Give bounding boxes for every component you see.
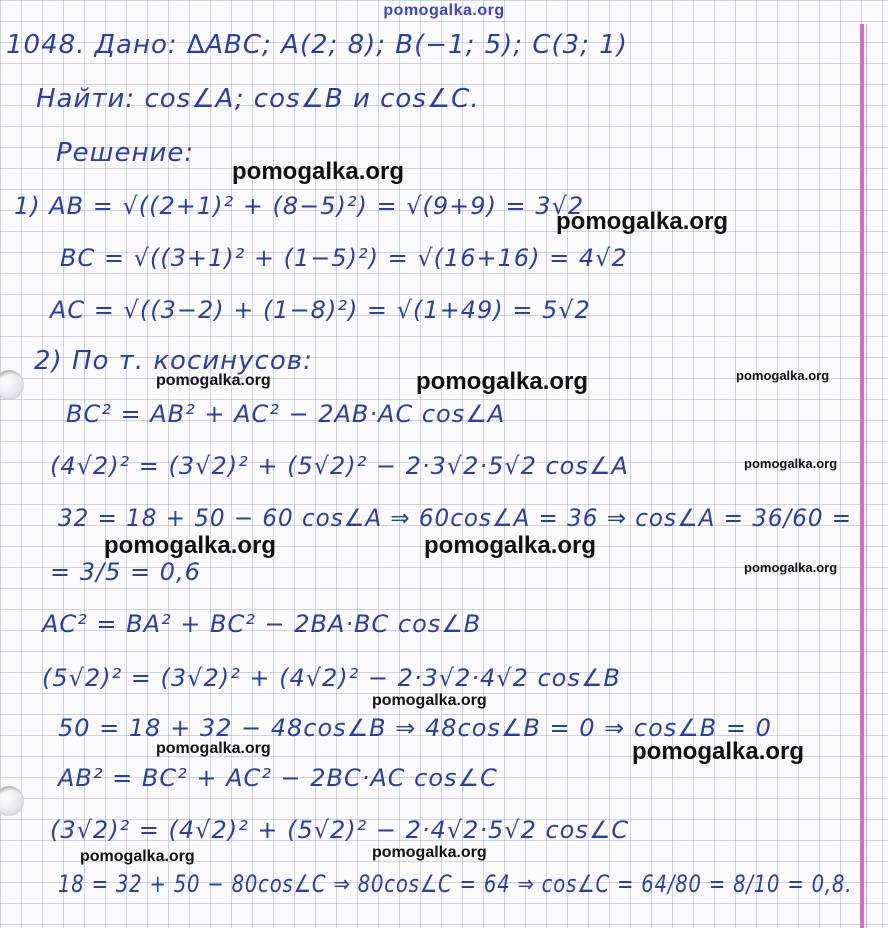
solution-step-heading: 2) По т. косинусов: — [34, 346, 313, 376]
solution-line: 1) AB = √((2+1)² + (8−5)²) = √(9+9) = 3√2 — [14, 192, 585, 220]
find-statement: Найти: cos∠A; cos∠B и cos∠C. — [36, 84, 480, 114]
watermark: pomogalka.org — [416, 368, 589, 395]
watermark: pomogalka.org — [372, 692, 487, 709]
watermark: pomogalka.org — [232, 158, 405, 185]
watermark: pomogalka.org — [156, 372, 271, 389]
watermark: pomogalka.org — [744, 560, 838, 575]
solution-line: 18 = 32 + 50 − 80cos∠C ⇒ 80cos∠C = 64 ⇒ cos∠C = 64/80 = 8/10 = 0,8. — [58, 870, 853, 898]
solution-line: BC = √((3+1)² + (1−5)²) = √(16+16) = 4√2 — [60, 244, 628, 272]
problem-statement: 1048. Дано: ∆ABC; A(2; 8); B(−1; 5); C(3; 1) — [6, 30, 628, 60]
solution-line: AC = √((3−2) + (1−8)²) = √(1+49) = 5√2 — [50, 296, 591, 324]
solution-line: BC² = AB² + AC² − 2AB·AC cos∠A — [66, 400, 506, 428]
watermark: pomogalka.org — [556, 208, 729, 235]
watermark: pomogalka.org — [104, 532, 277, 559]
solution-line: (4√2)² = (3√2)² + (5√2)² − 2·3√2·5√2 cos∠A — [50, 452, 629, 480]
margin-line-secondary — [866, 24, 867, 928]
solution-line: AC² = BA² + BC² − 2BA·BC cos∠B — [42, 610, 482, 638]
binder-hole — [0, 370, 24, 400]
watermark: pomogalka.org — [632, 738, 805, 765]
watermark: pomogalka.org — [736, 368, 830, 383]
solution-heading: Решение: — [56, 138, 195, 168]
watermark: pomogalka.org — [80, 848, 195, 865]
watermark: pomogalka.org — [372, 844, 487, 861]
binder-hole — [0, 786, 24, 816]
solution-line: (5√2)² = (3√2)² + (4√2)² − 2·3√2·4√2 cos∠B — [42, 664, 621, 692]
watermark: pomogalka.org — [156, 740, 271, 757]
solution-line: (3√2)² = (4√2)² + (5√2)² − 2·4√2·5√2 cos∠C — [50, 816, 630, 844]
watermark: pomogalka.org — [744, 456, 838, 471]
header-watermark: pomogalka.org — [383, 2, 505, 19]
solution-line: = 3/5 = 0,6 — [50, 558, 201, 586]
solution-line: AB² = BC² + AC² − 2BC·AC cos∠C — [58, 764, 498, 792]
solution-line: 50 = 18 + 32 − 48cos∠B ⇒ 48cos∠B = 0 ⇒ cos∠B = 0 — [58, 714, 772, 742]
watermark: pomogalka.org — [424, 532, 597, 559]
margin-line — [860, 24, 864, 928]
solution-line: 32 = 18 + 50 − 60 cos∠A ⇒ 60cos∠A = 36 ⇒ cos∠A = 36/60 = — [58, 504, 853, 532]
